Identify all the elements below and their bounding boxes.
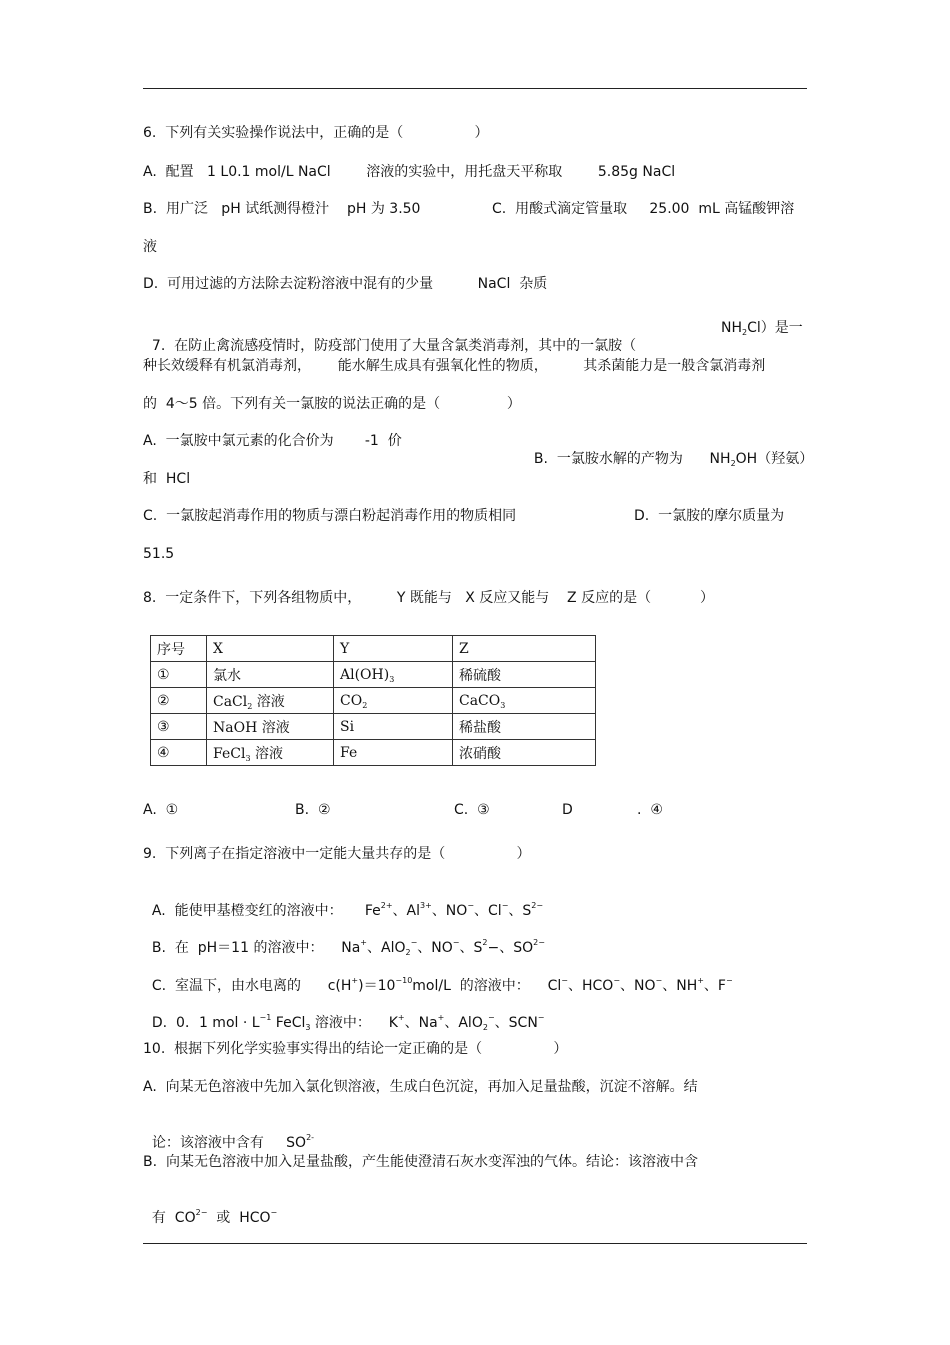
q7-stem-text: 7. 在防止禽流感疫情时，防疫部门使用了大量含氯类消毒剂，其中的一氯胺（: [151, 338, 637, 354]
q6-option-a: A. 配置 1 L0.1 mol/L NaCl 溶液的实验中，用托盘天平称取 5.85g NaCl: [143, 164, 676, 180]
q9-option-b: B. 在 pH＝11 的溶液中： Na+、AlO$_2$−、NO−、$S^2-$、$SO^{2-}$: [151, 938, 545, 957]
q9-option-c: C. 室温下，由水电离的 $c(H^+)=10^{-10}mol/L$ 的溶液中： Cl−、HCO−、NO−、NH+、F−: [151, 976, 733, 994]
q6-option-b: B. 用广泛 pH 试纸测得橙汁 pH 为 3.50: [143, 201, 421, 217]
q10-option-b: B. 向某无色溶液中加入足量盐酸，产生能使澄清石灰水变浑浊的气体。结论：该溶液中含: [143, 1154, 698, 1170]
q7-option-b-cont: 和 HCl: [143, 471, 191, 487]
table-cell: ①: [151, 662, 207, 688]
q9-option-d: D. 0．1 mol · $L^{-1}$ FeCl$_3$ 溶液中： K+、Na+、AlO$_2$−、SCN−: [151, 1013, 545, 1032]
table-cell: 稀硫酸: [453, 662, 596, 688]
table-cell: 稀盐酸: [453, 714, 596, 740]
q8-option-c: C. ③: [454, 802, 490, 818]
table-header: X: [207, 636, 334, 662]
table-row: [151, 662, 596, 688]
table-header: 序号: [151, 636, 207, 662]
q10-stem: 10. 根据下列化学实验事实得出的结论一定正确的是（ ）: [143, 1041, 568, 1057]
table-cell: Fe: [334, 740, 453, 766]
table-cell: NaOH 溶液: [207, 714, 334, 740]
q8-option-d: D: [562, 802, 573, 818]
table-cell: FeCl$_3$ 溶液: [207, 740, 334, 766]
q8-table: [150, 635, 596, 766]
table-header-row: [151, 636, 596, 662]
table-cell: CaCl$_2$ 溶液: [207, 688, 334, 714]
q8-option-a: A. ①: [143, 802, 179, 818]
q7-stem-line3: 的 4～5 倍。下列有关一氯胺的说法正确的是（ ）: [143, 396, 521, 412]
table-row: [151, 714, 596, 740]
q10-option-b-cont: 有 $CO^{2-}$ 或 HCO−: [151, 1208, 278, 1226]
table-header: Z: [453, 636, 596, 662]
table-row: [151, 688, 596, 714]
q7-option-c: C. 一氯胺起消毒作用的物质与漂白粉起消毒作用的物质相同: [143, 508, 517, 524]
q8-stem: 8. 一定条件下，下列各组物质中， Y 既能与 X 反应又能与 Z 反应的是（ ）: [143, 590, 715, 606]
q7-stem-line2: 种长效缓释有机氯消毒剂， 能水解生成具有强氧化性的物质， 其杀菌能力是一般含氯消毒剂: [143, 358, 766, 374]
q7-option-a: A. 一氯胺中氯元素的化合价为 -1 价: [143, 433, 402, 449]
q7-option-d: D. 一氯胺的摩尔质量为: [634, 508, 785, 524]
q7-option-d-cont: 51.5: [143, 546, 175, 562]
table-cell: $Al(OH)_3$: [334, 662, 453, 688]
q6-option-c: C. 用酸式滴定管量取 25.00 mL 高锰酸钾溶: [492, 201, 795, 217]
bottom-rule: [143, 1243, 807, 1244]
table-cell: ④: [151, 740, 207, 766]
q6-option-d: D. 可用过滤的方法除去淀粉溶液中混有的少量 NaCl 杂质: [143, 276, 548, 292]
table-cell: ③: [151, 714, 207, 740]
q9-option-a: A. 能使甲基橙变红的溶液中： $Fe^{2+}$、$Al^{3+}$、NO−、Cl−、$S^{2-}$: [151, 901, 544, 919]
table-cell: $CO_2$: [334, 688, 453, 714]
table-cell: ②: [151, 688, 207, 714]
q7-option-b: B. 一氯胺水解的产物为 $NH_2OH$（羟氨）: [533, 451, 814, 468]
table-cell: CaCO$_3$: [453, 688, 596, 714]
q7-formula: $NH_2Cl$）是一: [721, 320, 803, 337]
table-cell: 浓硝酸: [453, 740, 596, 766]
q10-option-a-cont: 论：该溶液中含有 $SO^{2-}$: [151, 1133, 315, 1151]
q9-stem: 9. 下列离子在指定溶液中一定能大量共存的是（ ）: [143, 846, 531, 862]
q10-option-a: A. 向某无色溶液中先加入氯化钡溶液，生成白色沉淀，再加入足量盐酸，沉淀不溶解。结: [143, 1079, 698, 1095]
table-cell: Si: [334, 714, 453, 740]
top-rule: [143, 88, 807, 89]
q6-stem: 6. 下列有关实验操作说法中，正确的是（ ）: [143, 125, 489, 141]
table-row: [151, 740, 596, 766]
q8-option-b: B. ②: [295, 802, 331, 818]
table-cell: 氯水: [207, 662, 334, 688]
q8-option-d-value: . ④: [637, 802, 663, 818]
q6-option-c-cont: 液: [143, 239, 157, 255]
table-header: Y: [334, 636, 453, 662]
